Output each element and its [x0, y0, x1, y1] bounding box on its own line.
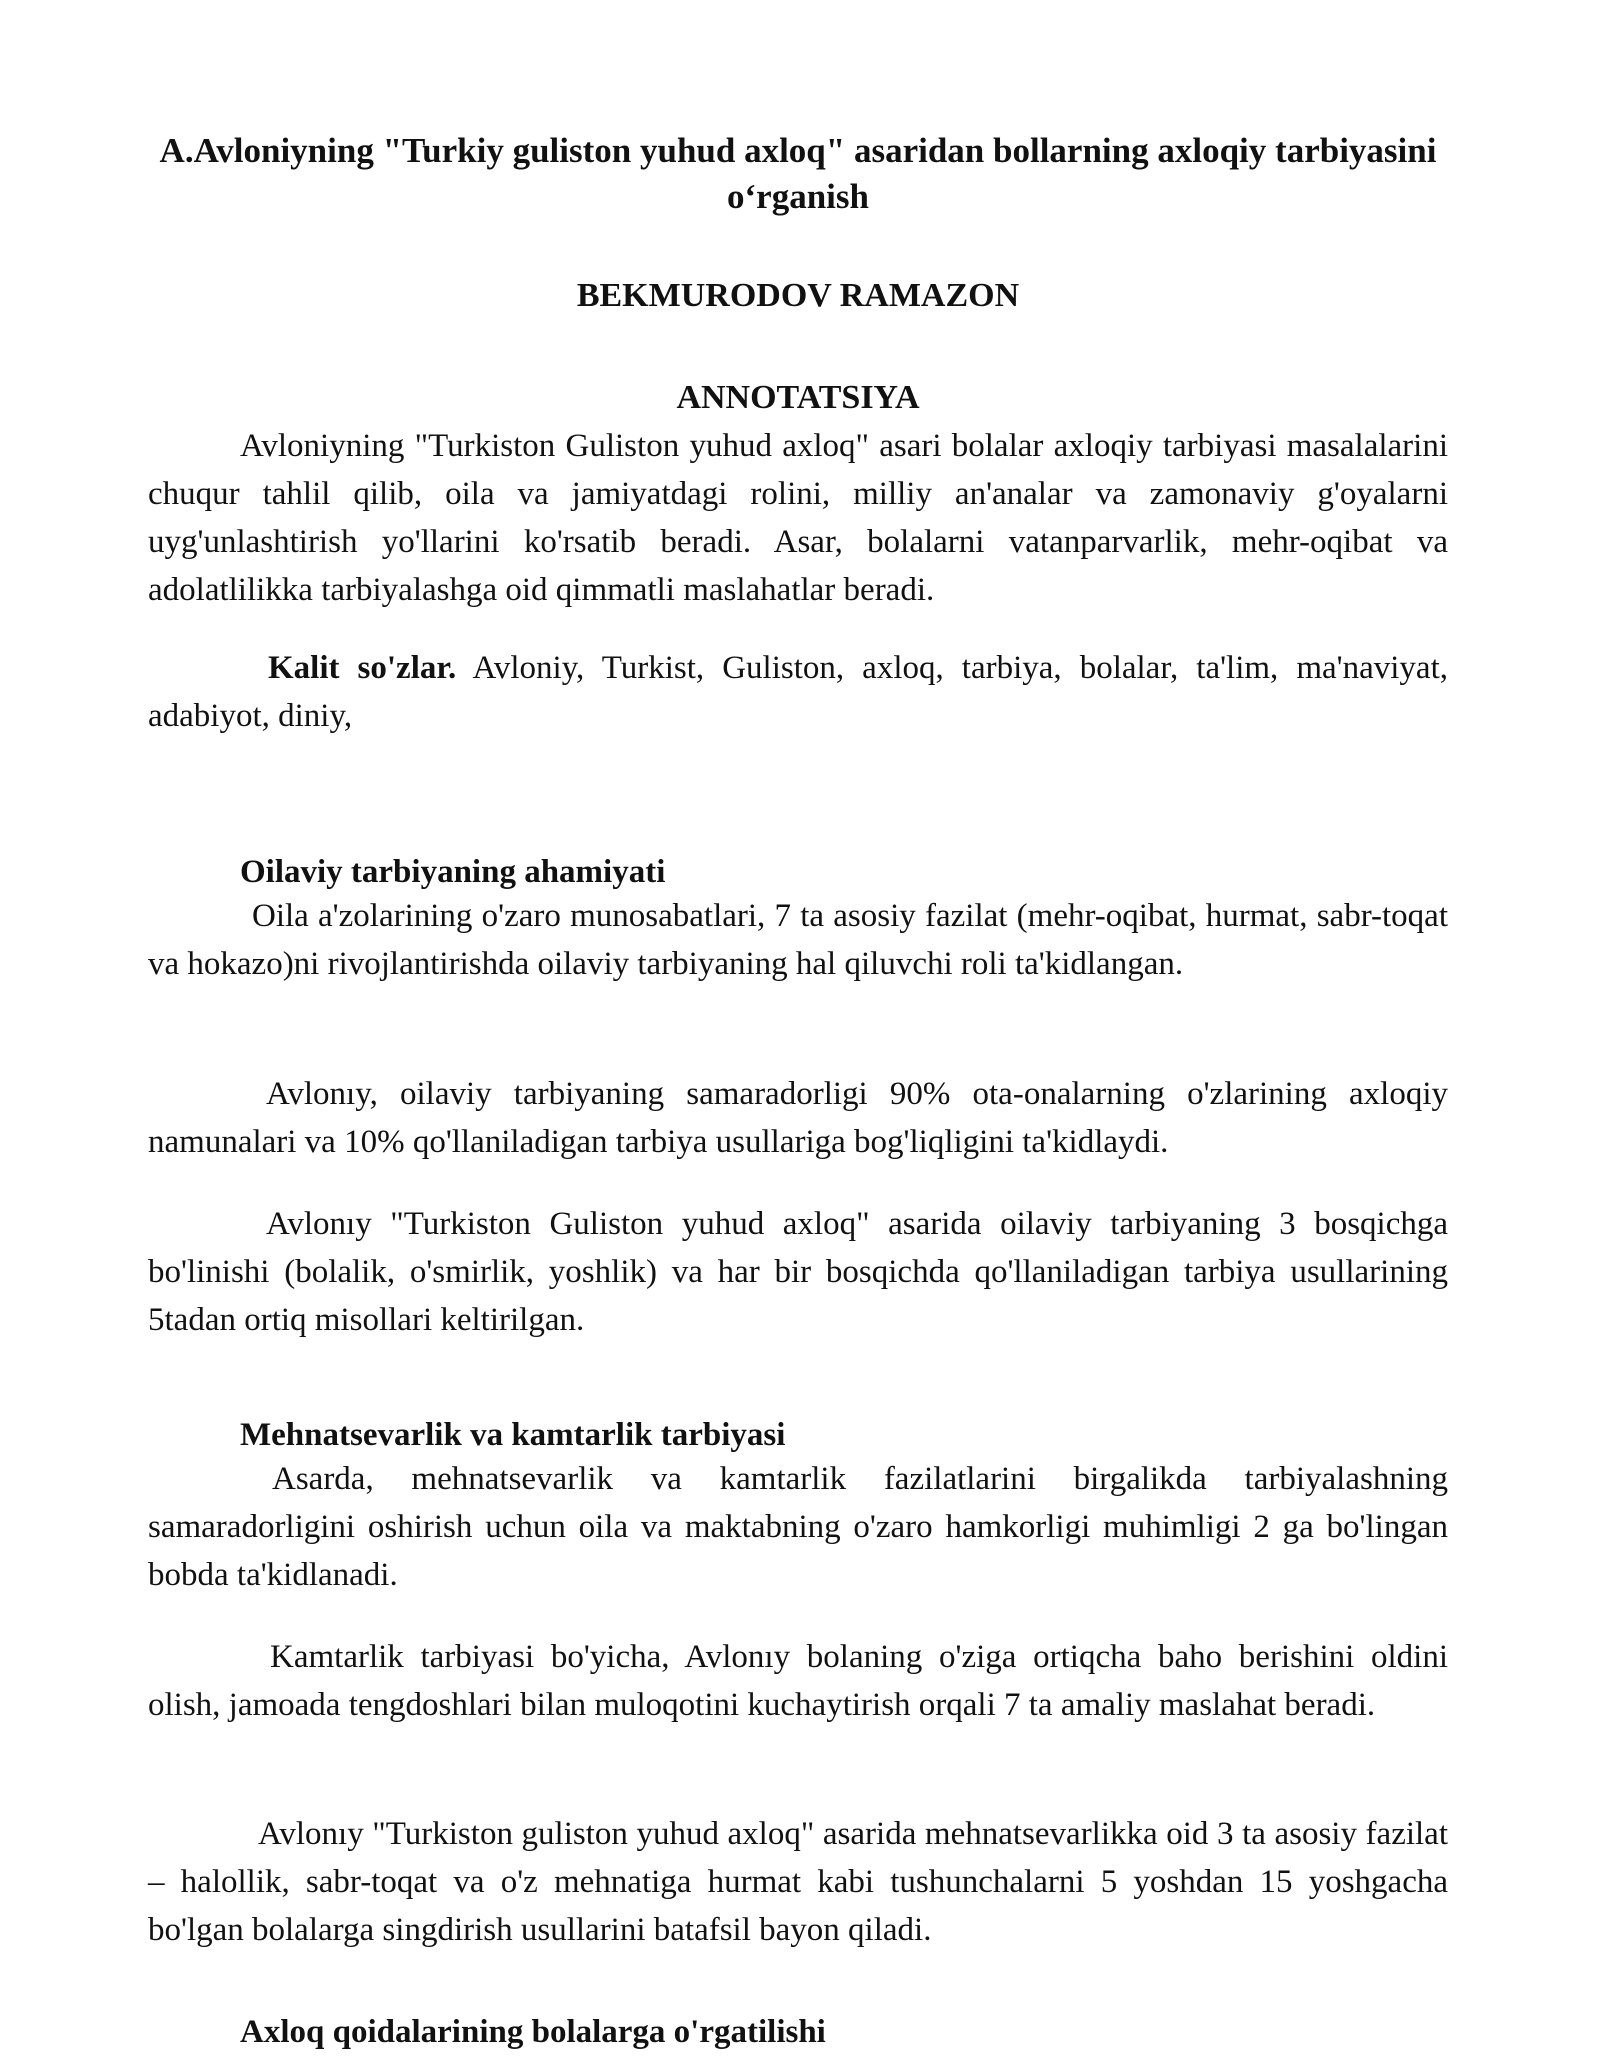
- annotation-paragraph: Avloniyning "Turkiston Guliston yuhud axloq" asari bolalar axloqiy tarbiyasi masalalarini chuqur tahlil qilib, oila va jamiyatdagi rolini, milliy an'analar va zamonaviy g'oyalarni uyg'unlashtirish yo'llarini ko'rsatib beradi. Asar, bolalarni vatanparvarlik, mehr-oqibat va adolatlilikka tarbiyalashga oid qimmatli maslahatlar beradi.: [148, 428, 1448, 608]
- section-heading-diligence-modesty: Mehnatsevarlik va kamtarlik tarbiyasi: [240, 1417, 786, 1453]
- section-heading-family-upbringing: Oilaviy tarbiyaning ahamiyati: [240, 854, 666, 890]
- section2-paragraph-1: Asarda, mehnatsevarlik va kamtarlik fazilatlarini birgalikda tarbiyalashning samaradorligini oshirish uchun oila va maktabning o'zaro hamkorligi muhimligi 2 ga bo'lingan bobda ta'kidlanadi.: [148, 1461, 1448, 1593]
- keywords-text: Avloniy, Turkist, Guliston, axloq, tarbiya, bolalar, ta'lim, ma'naviyat, adabiyot, diniy,: [148, 650, 1448, 734]
- author-name: BEKMURODOV RAMAZON: [576, 277, 1020, 314]
- section2-paragraph-3: Avlonıy "Turkiston guliston yuhud axloq" asarida mehnatsevarlikka oid 3 ta asosiy fazilat – halollik, sabr-toqat va o'z mehnatiga hurmat kabi tushunchalarni 5 yoshdan 15 yoshgacha bo'lgan bolalarga singdirish usullarini batafsil bayon qiladi.: [148, 1816, 1448, 1948]
- section2-paragraph-2: Kamtarlik tarbiyasi bo'yicha, Avlonıy bolaning o'ziga ortiqcha baho berishini oldini olish, jamoada tengdoshlari bilan muloqotini kuchaytirish orqali 7 ta amaliy maslahat beradi.: [148, 1639, 1448, 1723]
- annotation-heading: ANNOTATSIYA: [676, 379, 920, 416]
- keywords-paragraph: [148, 644, 1448, 740]
- section-heading-moral-rules: Axloq qoidalarining bolalarga o'rgatilishi: [240, 2014, 826, 2050]
- keywords-label: Kalit so'zlar.: [268, 650, 457, 686]
- document-title: A.Avloniyning "Turkiy guliston yuhud axloq" asaridan bollarning axloqiy tarbiyasini o‘rganish: [159, 131, 1437, 216]
- section1-paragraph-2: Avlonıy, oilaviy tarbiyaning samaradorligi 90% ota-onalarning o'zlarining axloqiy namunalari va 10% qo'llaniladigan tarbiya usullariga bog'liqligini ta'kidlaydi.: [148, 1076, 1448, 1160]
- section1-paragraph-3: Avlonıy "Turkiston Guliston yuhud axloq" asarida oilaviy tarbiyaning 3 bosqichga bo'linishi (bolalik, o'smirlik, yoshlik) va har bir bosqichda qo'llaniladigan tarbiya usullarining 5tadan ortiq misollari keltirilgan.: [148, 1206, 1448, 1338]
- section1-paragraph-1: Oila a'zolarining o'zaro munosabatlari, 7 ta asosiy fazilat (mehr-oqibat, hurmat, sabr-toqat va hokazo)ni rivojlantirishda oilaviy tarbiyaning hal qiluvchi roli ta'kidlangan.: [148, 898, 1448, 982]
